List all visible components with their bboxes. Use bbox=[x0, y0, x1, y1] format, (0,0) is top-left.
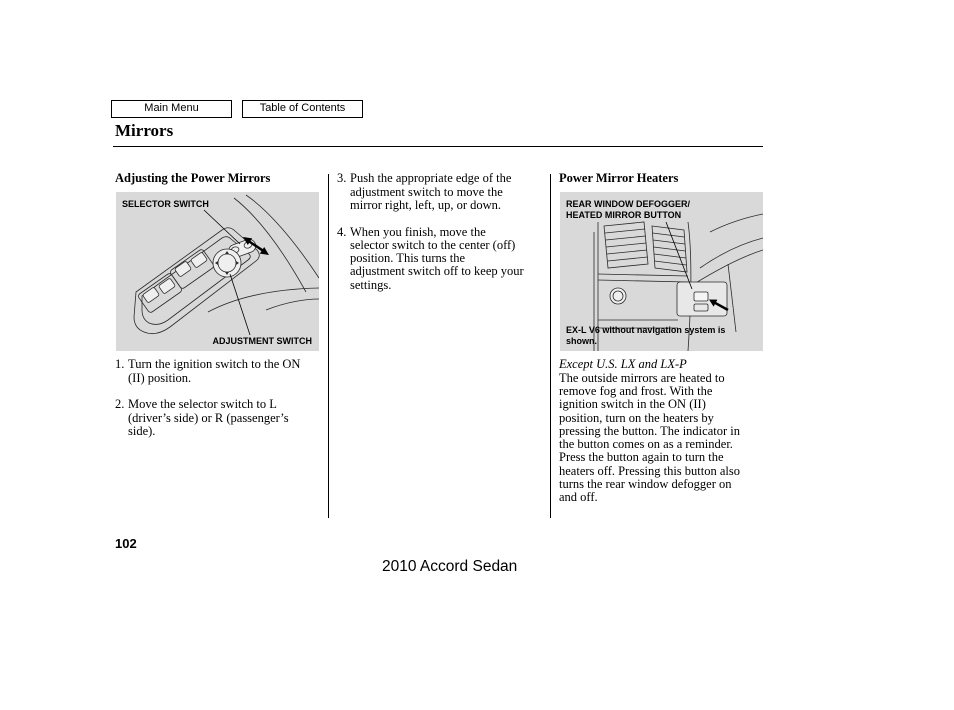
defogger-button-label-line: REAR WINDOW DEFOGGER/ bbox=[566, 199, 690, 209]
step-number: 1. bbox=[115, 357, 125, 372]
page-number: 102 bbox=[115, 536, 137, 551]
column-divider bbox=[550, 174, 551, 518]
body-text-line: and off. bbox=[559, 490, 598, 505]
page-title: Mirrors bbox=[115, 121, 174, 140]
section-heading-heaters: Power Mirror Heaters bbox=[559, 171, 679, 186]
column-divider bbox=[328, 174, 329, 518]
adjustment-switch-leader-line bbox=[230, 274, 250, 335]
step-text-line: (driver’s side) or R (passenger’s bbox=[128, 410, 289, 425]
body-text-line: turns the rear window defogger on bbox=[559, 477, 732, 492]
step-text-line: mirror right, left, up, or down. bbox=[350, 197, 502, 212]
defogger-button bbox=[677, 282, 727, 316]
step-1 bbox=[115, 358, 300, 385]
step-text-line: Turn the ignition switch to the ON bbox=[128, 357, 301, 372]
figure-caption-line: EX-L V6 without navigation system is bbox=[566, 325, 726, 335]
body-text-line: the button comes on as a reminder. bbox=[559, 437, 733, 452]
step-text-line: selector switch to the center (off) bbox=[350, 237, 516, 252]
heaters-description bbox=[559, 358, 740, 504]
step-text-line: adjustment switch off to keep your bbox=[350, 264, 524, 279]
step-3 bbox=[337, 172, 524, 212]
step-number: 2. bbox=[115, 397, 125, 412]
step-text-line: adjustment switch to move the bbox=[350, 184, 503, 199]
step-2 bbox=[115, 398, 300, 438]
table-of-contents-button[interactable]: Table of Contents bbox=[242, 100, 363, 118]
main-menu-button[interactable]: Main Menu bbox=[111, 100, 232, 118]
adjustment-switch bbox=[213, 249, 241, 277]
figure-caption-line: shown. bbox=[566, 336, 597, 346]
defogger-button-figure bbox=[560, 192, 763, 351]
body-text-line: ignition switch in the ON (II) bbox=[559, 397, 706, 412]
adjustment-switch-label: ADJUSTMENT SWITCH bbox=[212, 336, 312, 346]
step-text-line: (II) position. bbox=[128, 370, 192, 385]
body-text-line: remove fog and frost. With the bbox=[559, 383, 713, 398]
step-text-line: side). bbox=[128, 423, 156, 438]
step-text-line: Move the selector switch to L bbox=[128, 397, 277, 412]
body-text-line: Press the button again to turn the bbox=[559, 450, 724, 465]
adjusting-steps-middle bbox=[337, 172, 524, 292]
defogger-button-leader-line bbox=[666, 222, 692, 289]
step-text-line: When you finish, move the bbox=[350, 224, 486, 239]
power-window-switches bbox=[137, 249, 214, 314]
body-text-line: position, turn on the heaters by bbox=[559, 410, 714, 425]
mirror-switch-illustration bbox=[116, 192, 319, 351]
air-vent bbox=[604, 222, 648, 268]
step-number: 4. bbox=[337, 224, 347, 239]
mirror-switch-figure bbox=[116, 192, 319, 351]
step-text-line: Push the appropriate edge of the bbox=[350, 171, 512, 186]
selector-switch-label: SELECTOR SWITCH bbox=[122, 199, 209, 209]
defogger-button-label-line: HEATED MIRROR BUTTON bbox=[566, 210, 682, 220]
document-footer: 2010 Accord Sedan bbox=[382, 558, 518, 575]
air-vent bbox=[652, 226, 687, 272]
applicability-note: Except U.S. LX and LX-P bbox=[559, 357, 687, 372]
step-text-line: settings. bbox=[350, 277, 392, 292]
section-heading-adjusting: Adjusting the Power Mirrors bbox=[115, 171, 271, 186]
climate-knob bbox=[610, 288, 626, 304]
body-text-line: The outside mirrors are heated to bbox=[559, 370, 725, 385]
title-rule bbox=[113, 146, 763, 147]
adjusting-steps-left bbox=[115, 358, 300, 438]
body-text-line: heaters off. Pressing this button also bbox=[559, 463, 740, 478]
step-number: 3. bbox=[337, 171, 347, 186]
step-4 bbox=[337, 226, 524, 292]
step-text-line: position. This turns the bbox=[350, 251, 466, 266]
body-text-line: pressing the button. The indicator in bbox=[559, 423, 740, 438]
